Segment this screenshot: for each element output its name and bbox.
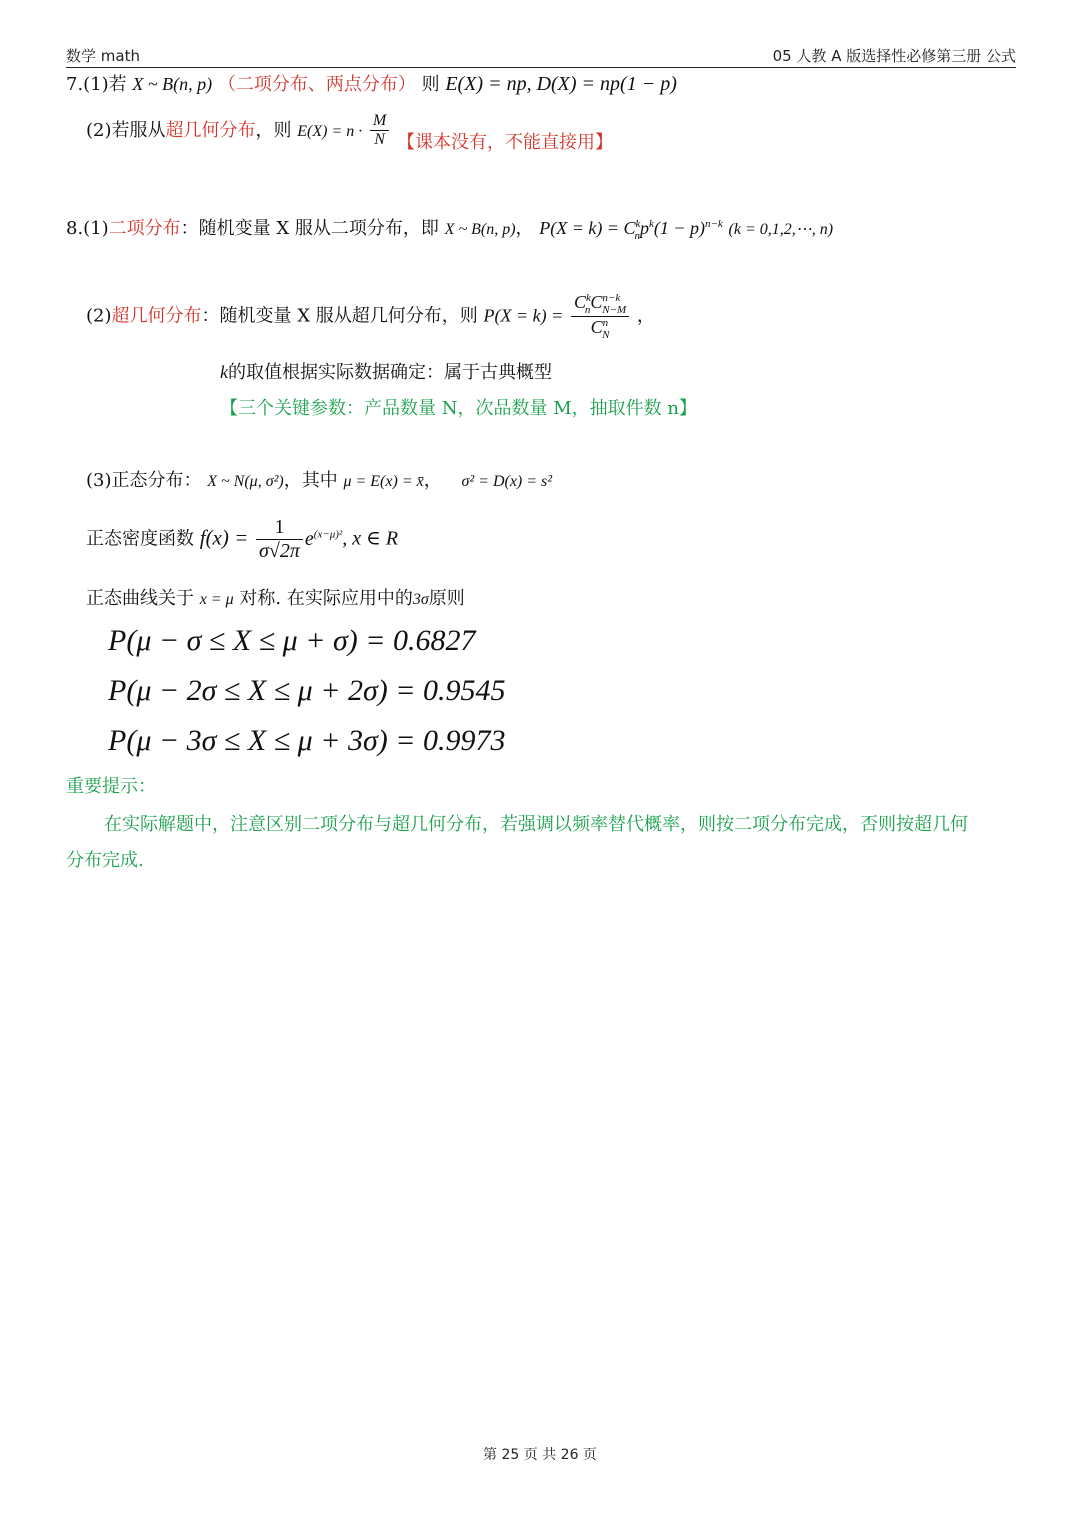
item8-p2-key-params: 【三个关键参数：产品数量 N，次品数量 M，抽取件数 n】 [220, 398, 697, 419]
tip-line2: 分布完成. [66, 850, 144, 871]
item7-label: 7.(1)若 [66, 74, 127, 95]
item8-p2-red: 超几何分布 [111, 305, 202, 327]
item8-p3-mu: μ = E(x) = x̄ [343, 473, 424, 490]
item8-p2-line2-text: 的取值根据实际数据确定：属于古典概型 [228, 362, 552, 383]
item7-line2 [86, 112, 614, 153]
tip-line1: 在实际解题中，注意区别二项分布与超几何分布，若强调以频率替代概率，则按二项分布完成，否则按超几何 [104, 814, 968, 835]
item7-p2-fraction [370, 112, 389, 150]
rule-3sigma: P(μ − 3σ ≤ X ≤ μ + 3σ) = 0.9973 [108, 724, 506, 757]
item8-line1 [66, 218, 833, 243]
item8-label: 8.(1) [66, 218, 109, 239]
item8-p2-lhs: P(X = k) = [483, 305, 564, 326]
item7-formula: E(X) = np, D(X) = np(1 − p) [445, 73, 677, 95]
item8-p3-sep: ， [423, 470, 442, 491]
item8-p2-line2 [220, 362, 552, 384]
header-rule [66, 67, 1016, 68]
item7-dist: X ~ B(n, p) [132, 74, 213, 94]
item8-p2-label: (2) [86, 305, 112, 327]
item7-p2-label: (2)若服从 [86, 119, 166, 141]
density-line [86, 516, 398, 563]
item7-p2-lhs: E(X) = n · [297, 122, 363, 140]
header-right: 05 人教 A 版选择性必修第三册 公式 [772, 47, 1016, 65]
item7-then: 则 [421, 74, 440, 95]
header-left: 数学 math [66, 47, 140, 65]
sym-text3: 原则 [428, 588, 465, 609]
sym-text2: 对称. 在实际应用中的 [239, 588, 413, 609]
density-label: 正态密度函数 [86, 528, 194, 550]
item8-line2 [86, 292, 655, 341]
item7-p2-den: N [374, 131, 385, 149]
item8-p3-dist: X ~ N(μ, σ²) [207, 473, 284, 490]
item8-p2-tail: ， [636, 305, 655, 327]
item7-note: （二项分布、两点分布） [217, 74, 416, 95]
density-e: $e^{(x-\mu)^2}$ [304, 527, 343, 550]
item7-line1 [66, 72, 677, 96]
density-tail: , x ∈ R [342, 527, 399, 550]
item8-line3 [86, 470, 552, 492]
rule-1sigma: P(μ − σ ≤ X ≤ μ + σ) = 0.6827 [108, 624, 476, 657]
sym-text1: 正态曲线关于 [86, 588, 194, 609]
item8-p3-label: (3)正态分布： [86, 470, 202, 491]
sym-3s: 3σ [412, 591, 429, 608]
sym-eq: x = μ [199, 591, 234, 608]
page-footer: 第 25 页 共 26 页 [483, 1447, 597, 1463]
item8-p1-dist: X ~ B(n, p) [444, 221, 516, 238]
item8-p2-fraction: $\frac{C^k_nC^{n-k}_{N-M}}{C^n_N}$ [571, 292, 629, 341]
item8-p1-formula: $P(X = k) = C^k_np^k(1 - p)^{n-k}$ [539, 218, 723, 242]
item8-p1-range: (k = 0,1,2,⋯, n) [728, 221, 834, 238]
item7-p2-red: 超几何分布 [165, 119, 256, 141]
item8-p2-k: k [220, 362, 228, 382]
item8-p1-red: 二项分布 [108, 218, 181, 239]
item8-p2-text: ：随机变量 X 服从超几何分布，则 [201, 305, 478, 327]
tip-title: 重要提示： [66, 776, 156, 797]
item7-p2-num: M [370, 112, 389, 131]
symmetry-line [86, 588, 465, 610]
item8-p1-comma: ， [515, 218, 534, 239]
item8-p1-text: ：随机变量 X 服从二项分布，即 [180, 218, 439, 239]
item7-p2-then: ，则 [255, 119, 292, 141]
item8-p3-sigma: σ² = D(x) = s² [461, 473, 553, 490]
density-fraction: $\frac{1}{\sigma√2\pi}$ [256, 516, 303, 563]
density-lhs: f(x) = [199, 525, 249, 550]
item8-p3-mid: ，其中 [283, 470, 338, 491]
rule-2sigma: P(μ − 2σ ≤ X ≤ μ + 2σ) = 0.9545 [108, 674, 506, 707]
item7-p2-note: 【课本没有，不能直接用】 [397, 131, 614, 153]
